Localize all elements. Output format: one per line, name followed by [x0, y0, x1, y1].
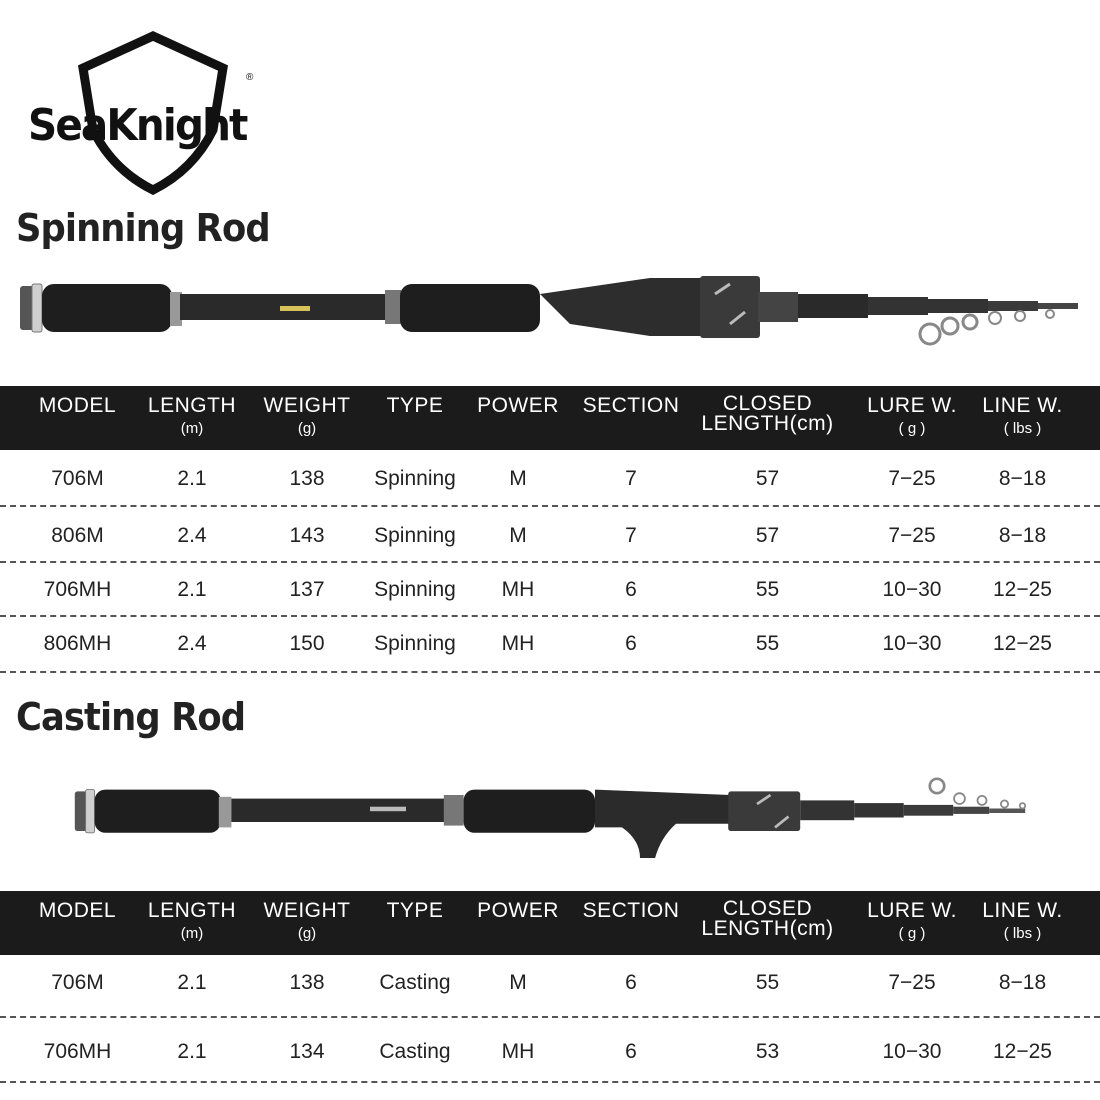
cell-length: 2.1 [177, 971, 207, 994]
casting-title: Casting Rod [16, 695, 246, 739]
cell-lure-weight: 7−25 [888, 467, 936, 490]
cell-type: Casting [379, 971, 451, 994]
spinning-title: Spinning Rod [16, 206, 270, 250]
cell-section: 7 [625, 467, 637, 490]
cell-length: 2.1 [177, 467, 207, 490]
cell-section: 6 [625, 971, 637, 994]
cell-section: 6 [625, 1040, 637, 1063]
header-closed-length: CLOSED LENGTH(cm) [701, 392, 834, 435]
cell-type: Spinning [374, 467, 456, 490]
cell-model: 706MH [43, 1040, 112, 1063]
cell-model: 706M [51, 467, 104, 490]
cell-model: 706M [51, 971, 104, 994]
cell-model: 806M [51, 524, 104, 547]
table-row [0, 563, 1100, 617]
cell-lure-weight: 7−25 [888, 524, 936, 547]
brand-logo [18, 30, 258, 200]
spinning-spec-table [0, 386, 1100, 673]
cell-closed-length: 55 [755, 578, 780, 601]
cell-lure-weight: 10−30 [882, 1040, 942, 1063]
header-power: POWER [477, 394, 559, 417]
cell-type: Spinning [374, 578, 456, 601]
cell-power: M [509, 971, 527, 994]
cell-lure-weight: 7−25 [888, 971, 936, 994]
header-weight: WEIGHT (g) [263, 899, 351, 942]
header-lure-weight: LURE W. ( g ) [867, 899, 957, 942]
cell-power: M [509, 524, 527, 547]
cell-closed-length: 57 [755, 524, 780, 547]
casting-rod-image [10, 768, 1090, 858]
cell-power: M [509, 467, 527, 490]
header-lure-weight: LURE W. ( g ) [867, 394, 957, 437]
header-model: MODEL [38, 899, 117, 922]
cell-section: 6 [625, 578, 637, 601]
table-row [0, 955, 1100, 1018]
table-row [0, 1018, 1100, 1083]
table-row [0, 450, 1100, 507]
cell-type: Spinning [374, 632, 456, 655]
cell-model: 806MH [43, 632, 112, 655]
cell-line-weight: 8−18 [998, 467, 1047, 490]
cell-weight: 137 [289, 578, 325, 601]
registered-mark: ® [246, 72, 254, 83]
header-line-weight: LINE W. ( lbs ) [982, 899, 1063, 942]
header-type: TYPE [386, 899, 444, 922]
cell-length: 2.4 [177, 632, 207, 655]
header-line-weight: LINE W. ( lbs ) [982, 394, 1063, 437]
header-closed-length: CLOSED LENGTH(cm) [701, 897, 834, 940]
header-length: LENGTH (m) [147, 394, 237, 437]
cell-power: MH [501, 578, 535, 601]
cell-type: Casting [379, 1040, 451, 1063]
cell-power: MH [501, 1040, 535, 1063]
cell-type: Spinning [374, 524, 456, 547]
cell-lure-weight: 10−30 [882, 578, 942, 601]
cell-length: 2.1 [177, 1040, 207, 1063]
header-length: LENGTH (m) [147, 899, 237, 942]
cell-weight: 138 [289, 971, 325, 994]
cell-line-weight: 12−25 [993, 1040, 1052, 1063]
cell-closed-length: 53 [755, 1040, 780, 1063]
cell-model: 706MH [43, 578, 112, 601]
cell-lure-weight: 10−30 [882, 632, 942, 655]
cell-closed-length: 55 [755, 632, 780, 655]
cell-weight: 134 [289, 1040, 325, 1063]
cell-line-weight: 8−18 [998, 524, 1047, 547]
cell-line-weight: 12−25 [993, 632, 1052, 655]
header-model: MODEL [38, 394, 117, 417]
header-weight: WEIGHT (g) [263, 394, 351, 437]
cell-length: 2.1 [177, 578, 207, 601]
cell-length: 2.4 [177, 524, 207, 547]
cell-weight: 138 [289, 467, 325, 490]
cell-line-weight: 8−18 [998, 971, 1047, 994]
cell-line-weight: 12−25 [993, 578, 1052, 601]
table-row [0, 617, 1100, 673]
casting-spec-table [0, 891, 1100, 1083]
brand-name: SeaKnight [28, 100, 247, 151]
cell-closed-length: 57 [755, 467, 780, 490]
table-row [0, 507, 1100, 563]
table-header [0, 891, 1100, 955]
header-section: SECTION [582, 394, 680, 417]
header-section: SECTION [582, 899, 680, 922]
table-header [0, 386, 1100, 450]
header-power: POWER [477, 899, 559, 922]
header-type: TYPE [386, 394, 444, 417]
spinning-rod-image [10, 264, 1090, 354]
cell-section: 6 [625, 632, 637, 655]
cell-closed-length: 55 [755, 971, 780, 994]
cell-weight: 143 [289, 524, 325, 547]
cell-weight: 150 [289, 632, 325, 655]
cell-power: MH [501, 632, 535, 655]
cell-section: 7 [625, 524, 637, 547]
